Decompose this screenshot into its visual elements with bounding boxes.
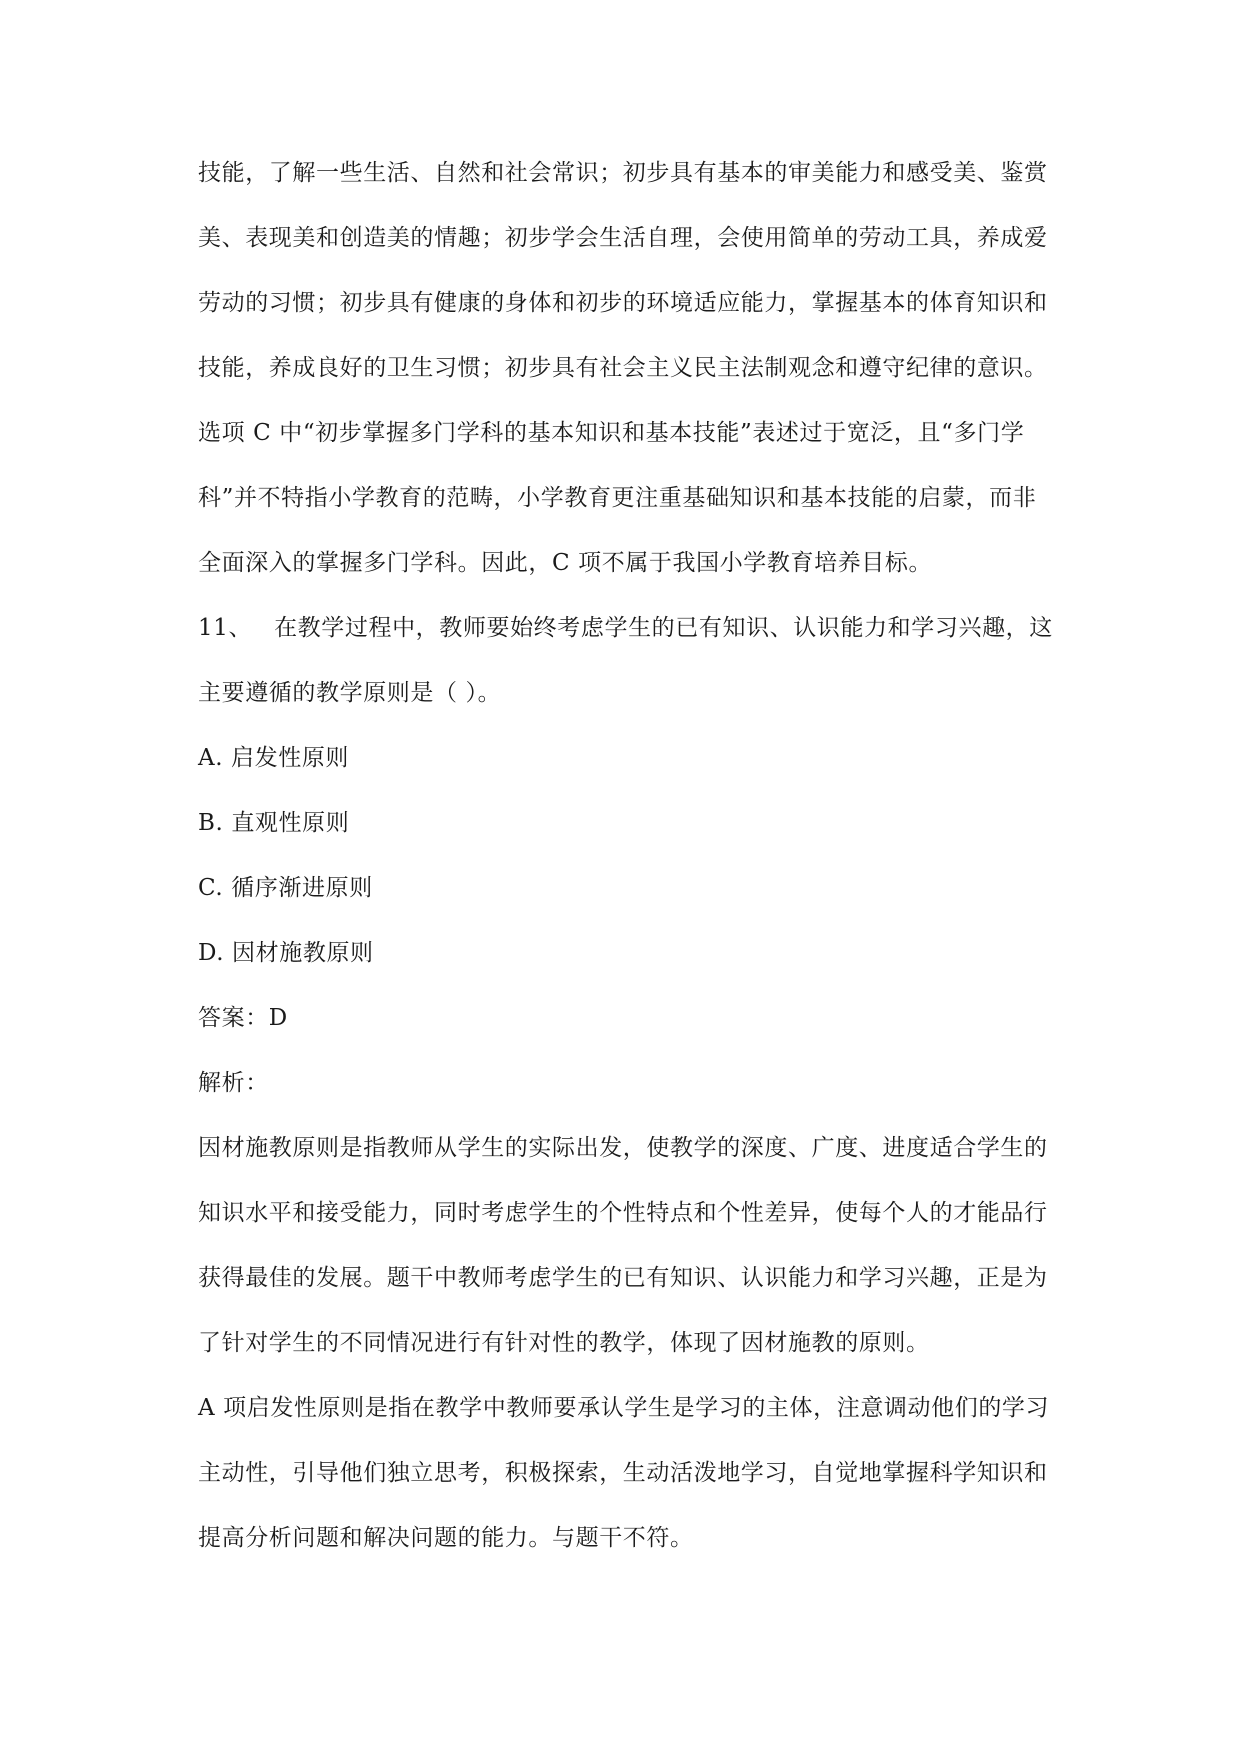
option-d: D. 因材施教原则 (198, 940, 374, 966)
analysis-line: 因材施教原则是指教师从学生的实际出发，使教学的深度、广度、进度适合学生的 (198, 1135, 1048, 1161)
text-line: 美、表现美和创造美的情趣；初步学会生活自理，会使用简单的劳动工具，养成爱 (198, 225, 1048, 251)
option-b: B. 直观性原则 (198, 810, 350, 836)
question-number: 11、 (198, 615, 253, 641)
question-stem-line2: 主要遵循的教学原则是（ ）。 (198, 680, 502, 706)
text-line: 劳动的习惯；初步具有健康的身体和初步的环境适应能力，掌握基本的体育知识和 (198, 290, 1048, 316)
question-stem (198, 596, 1082, 661)
text-line: 选项 C 中“初步掌握多门学科的基本知识和基本技能”表述过于宽泛，且“多门学 (198, 420, 1025, 446)
analysis-line: 了针对学生的不同情况进行有针对性的教学，体现了因材施教的原则。 (198, 1330, 930, 1356)
question-stem-line1: 在教学过程中，教师要始终考虑学生的已有知识、认识能力和学习兴趣，这 (274, 615, 1053, 641)
analysis-line: 主动性，引导他们独立思考，积极探索，生动活泼地学习，自觉地掌握科学知识和 (198, 1460, 1048, 1486)
answer: 答案：D (198, 1005, 288, 1031)
text-line: 全面深入的掌握多门学科。因此，C 项不属于我国小学教育培养目标。 (198, 550, 933, 576)
text-line: 科”并不特指小学教育的范畴，小学教育更注重基础知识和基本技能的启蒙，而非 (198, 485, 1037, 511)
analysis-label: 解析： (198, 1070, 269, 1096)
option-c: C. 循序渐进原则 (198, 875, 373, 901)
text-line: 技能，养成良好的卫生习惯；初步具有社会主义民主法制观念和遵守纪律的意识。 (198, 355, 1048, 381)
option-a: A. 启发性原则 (198, 745, 350, 771)
analysis-line: 知识水平和接受能力，同时考虑学生的个性特点和个性差异，使每个人的才能品行 (198, 1200, 1048, 1226)
document-page (198, 141, 1082, 1571)
analysis-line: 提高分析问题和解决问题的能力。与题干不符。 (198, 1525, 694, 1551)
text-line: 技能，了解一些生活、自然和社会常识；初步具有基本的审美能力和感受美、鉴赏 (198, 160, 1048, 186)
analysis-line: 获得最佳的发展。题干中教师考虑学生的已有知识、认识能力和学习兴趣，正是为 (198, 1265, 1048, 1291)
analysis-line: A 项启发性原则是指在教学中教师要承认学生是学习的主体，注意调动他们的学习 (198, 1395, 1050, 1421)
